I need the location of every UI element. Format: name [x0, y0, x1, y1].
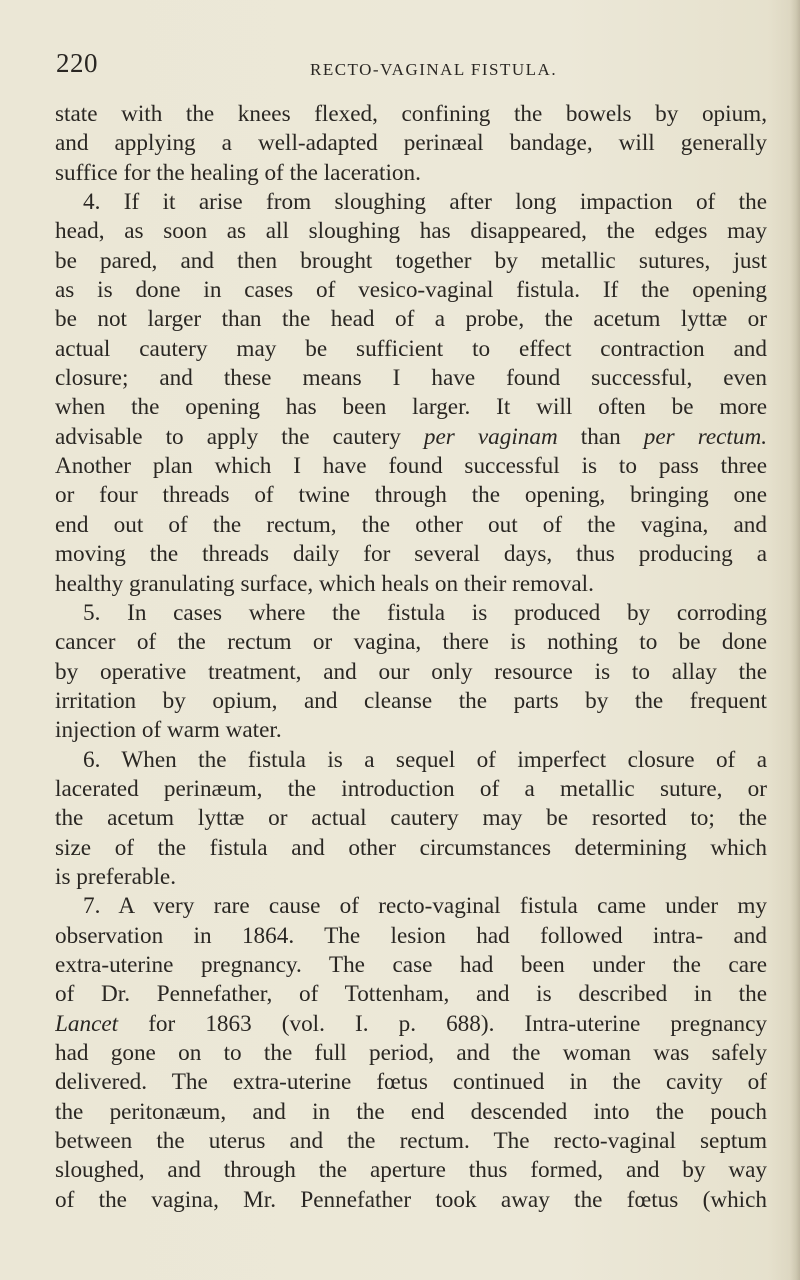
text-segment: than [557, 423, 644, 450]
text-segment: end out of the rectum, the other out of the vagina, and [55, 511, 767, 538]
text-line [55, 892, 767, 921]
text-line [55, 129, 767, 158]
text-line [55, 834, 767, 863]
text-segment: moving the threads daily for several days, thus producing a [55, 541, 767, 568]
text-segment: for 1863 (vol. I. p. 688). Intra-uterine pregnancy [118, 1010, 767, 1037]
page-header [56, 48, 756, 88]
text-line [55, 540, 767, 569]
text-line [55, 159, 767, 188]
text-line [55, 980, 767, 1009]
text-line [55, 599, 767, 628]
text-line [55, 1156, 767, 1185]
text-line [55, 863, 767, 892]
text-segment: state with the knees flexed, confining the bowels by opium, [55, 101, 767, 127]
text-segment: observation in 1864. The lesion had followed intra- and [55, 922, 767, 949]
text-segment: by operative treatment, and our only resource is to allay the [55, 658, 767, 685]
text-line [55, 746, 767, 775]
page-edge-shadow [790, 0, 800, 1280]
text-line [55, 1098, 767, 1127]
text-segment: Another plan which I have found successful is to pass three [55, 453, 767, 480]
italic-text: Lancet [55, 1010, 119, 1037]
text-line [55, 570, 767, 599]
text-line [55, 217, 767, 246]
text-segment: actual cautery may be sufficient to effect contraction and [55, 335, 767, 362]
text-segment: lacerated perinæum, the introduction of a metallic suture, or [55, 775, 767, 802]
text-line [55, 481, 767, 510]
text-line [55, 1068, 767, 1097]
text-segment: 5. In cases where the fistula is produced by corroding [83, 599, 767, 626]
text-segment: injection of warm water. [55, 717, 282, 744]
text-segment: is preferable. [55, 863, 177, 890]
text-segment: 4. If it arise from sloughing after long impaction of the [83, 189, 767, 216]
page-number: 220 [56, 48, 98, 78]
running-head: RECTO-VAGINAL FISTULA. [310, 60, 558, 79]
text-segment: suffice for the healing of the laceration. [55, 159, 421, 186]
text-line [55, 100, 767, 129]
text-segment: the peritonæum, and in the end descended into the pouch [55, 1098, 767, 1125]
italic-text: per vaginam [423, 423, 558, 450]
text-line [55, 1039, 767, 1068]
text-segment: delivered. The extra-uterine fœtus continued in the cavity of [55, 1069, 767, 1096]
text-line [55, 247, 767, 276]
text-segment: closure; and these means I have found successful, even [55, 365, 767, 392]
text-segment: advisable to apply the cautery [55, 423, 424, 450]
text-line [55, 1127, 767, 1156]
text-line [55, 393, 767, 422]
text-line [55, 658, 767, 687]
text-segment: and applying a well-adapted perinæal bandage, will generally [55, 130, 767, 157]
text-line [55, 922, 767, 951]
text-line [55, 364, 767, 393]
text-line [55, 276, 767, 305]
text-segment: extra-uterine pregnancy. The case had been under the care [55, 951, 767, 978]
text-segment: between the uterus and the rectum. The recto-vaginal septum [55, 1128, 767, 1155]
text-line [55, 452, 767, 481]
text-segment: of the vagina, Mr. Pennefather took away the fœtus (which [55, 1186, 767, 1213]
text-segment: irritation by opium, and cleanse the parts by the frequent [55, 687, 767, 714]
text-segment: as is done in cases of vesico-vaginal fistula. If the opening [55, 277, 767, 304]
text-segment: sloughed, and through the aperture thus formed, and by way [55, 1157, 767, 1184]
text-line [55, 305, 767, 334]
text-segment: 7. A very rare cause of recto-vaginal fistula came under my [83, 893, 767, 920]
text-segment: when the opening has been larger. It will often be more [55, 394, 767, 421]
text-line [55, 511, 767, 540]
italic-text: per rectum. [643, 423, 767, 450]
text-segment: 6. When the fistula is a sequel of imperfect closure of a [83, 746, 767, 773]
text-line [55, 804, 767, 833]
text-line [55, 1186, 767, 1215]
text-segment: head, as soon as all sloughing has disappeared, the edges may [55, 218, 767, 245]
text-line [55, 423, 767, 452]
text-line [55, 628, 767, 657]
text-segment: cancer of the rectum or vagina, there is nothing to be done [55, 629, 767, 656]
text-segment: size of the fistula and other circumstances determining which [55, 834, 767, 861]
text-line [55, 775, 767, 804]
text-line [55, 951, 767, 980]
text-segment: the acetum lyttæ or actual cautery may be resorted to; the [55, 805, 767, 832]
text-line [55, 687, 767, 716]
text-segment: be pared, and then brought together by metallic sutures, just [55, 247, 767, 274]
text-segment: had gone on to the full period, and the woman was safely [55, 1040, 767, 1066]
text-segment: of Dr. Pennefather, of Tottenham, and is described in the [55, 981, 767, 1008]
text-segment: be not larger than the head of a probe, the acetum lyttæ or [55, 306, 767, 333]
body-text [55, 100, 767, 1215]
text-line [55, 1010, 767, 1039]
text-line [55, 716, 767, 745]
text-line [55, 188, 767, 217]
text-line [55, 335, 767, 364]
text-segment: healthy granulating surface, which heals on their removal. [55, 570, 594, 597]
text-segment: or four threads of twine through the opening, bringing one [55, 482, 767, 509]
